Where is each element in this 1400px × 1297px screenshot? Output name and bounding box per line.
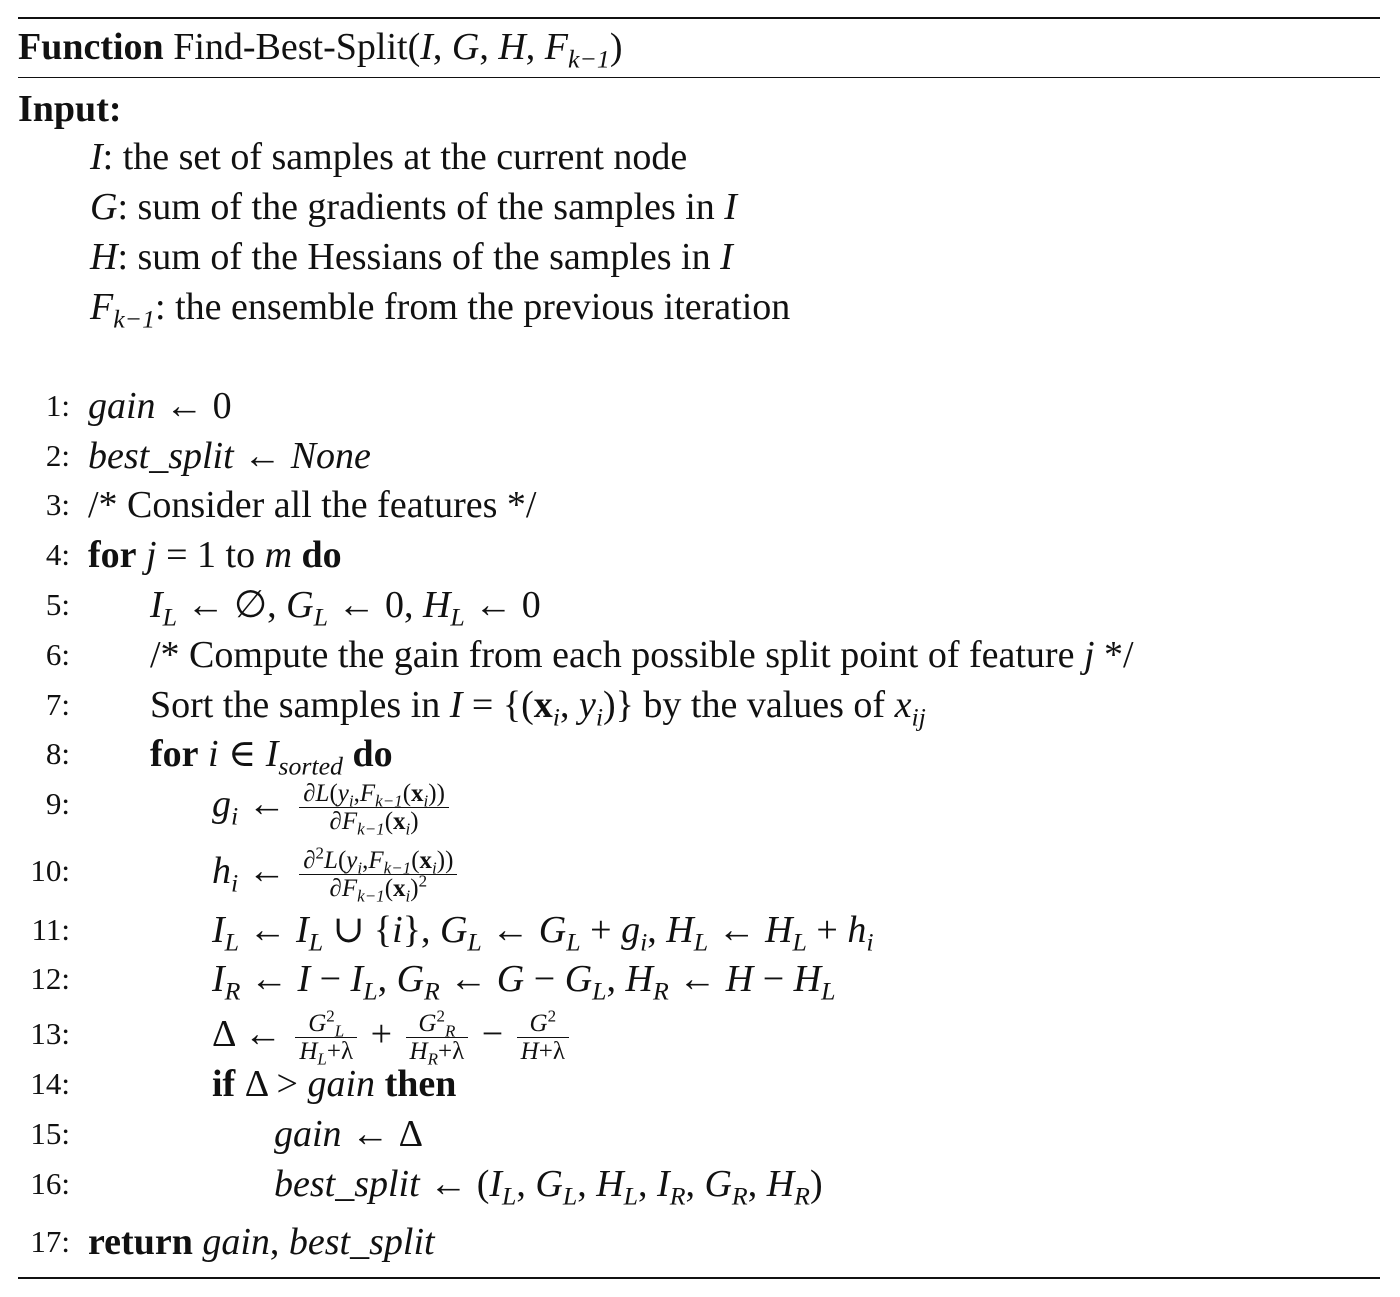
algorithm-line [0, 1006, 1400, 1069]
line-number: 14: [30, 1066, 70, 1101]
line-number: 12: [30, 961, 70, 996]
line-body: /* Compute the gain from each possible split point of feature j */ [150, 634, 1134, 676]
bottom-rule [18, 1277, 1380, 1279]
algorithm-line [0, 1109, 1400, 1159]
input-symbol: G [90, 186, 118, 228]
input-symbol: H [90, 236, 118, 278]
line-number: 15: [30, 1116, 70, 1151]
line-body: gain ← Δ [274, 1113, 423, 1155]
line-body: /* Consider all the features */ [88, 484, 537, 526]
line-number: 11: [31, 912, 70, 947]
line-number: 10: [30, 853, 70, 888]
function-name: Find-Best-Split [173, 26, 408, 68]
input-description: : sum of the Hessians of the samples in I [117, 236, 733, 278]
line-number: 2: [45, 438, 70, 473]
function-keyword: Function [18, 26, 164, 68]
line-number: 6: [45, 637, 70, 672]
line-number: 5: [45, 587, 70, 622]
input-description: : the ensemble from the previous iteration [155, 286, 791, 328]
line-body: $I_L$ ← ∅, $G_L$ ← 0, $H_L$ ← 0 [150, 584, 541, 632]
line-body: $g_i$ ← $\frac{\partial L(y_i,F_{k-1}(x_i))}{\partial F_{k-1}(x_i)}$ [212, 779, 453, 835]
line-body: for j = 1 to m do [88, 534, 342, 576]
input-item [90, 234, 733, 280]
function-signature: (I, G, H, $F_{k-1}$) [407, 26, 623, 74]
line-body: Δ ← $\frac{G^2_L}{H_L+\lambda}$ + $\frac{G^2_R}{H_R+\lambda}$ − $\frac{G^2}{H+\lambda}$ [212, 1009, 573, 1065]
line-number: 8: [45, 736, 70, 771]
algorithm-line [0, 779, 1400, 839]
line-body: for i ∈ $I_{sorted}$ do [150, 733, 393, 781]
line-number: 4: [45, 537, 70, 572]
algorithm-line [0, 843, 1400, 906]
line-number: 16: [30, 1166, 70, 1201]
top-rule [18, 17, 1380, 19]
algorithm-line [0, 580, 1400, 630]
line-body: $I_L$ ← $I_L$ ∪ {i}, $G_L$ ← $G_L + g_i$, $H_L$ ← $H_L + h_i$ [212, 909, 874, 957]
line-body: Sort the samples in $I = \{(x_i$, $y_i$)} by the values of $x_{ij}$ [150, 684, 926, 732]
fraction: $\frac{G^2}{H+\lambda}$ [517, 1010, 569, 1065]
input-symbol: $F_{k-1}$ [90, 286, 156, 334]
line-body: $I_R$ ← $I - I_L$, $G_R$ ← $G - G_L$, $H_R$ ← $H - H_L$ [212, 958, 836, 1006]
algorithm-line [0, 954, 1400, 1004]
algorithm-line [0, 431, 1400, 481]
function-header [18, 24, 623, 74]
fraction: $\frac{\partial^2L(y_i,F_{k-1}(x_i))}{\partial F_{k-1}(x_i)^2}$ [299, 847, 457, 902]
fraction: $\frac{\partial L(y_i,F_{k-1}(x_i))}{\partial F_{k-1}(x_i)}$ [299, 780, 449, 835]
line-number: 13: [30, 1016, 70, 1051]
input-description: : the set of samples at the current node [102, 136, 688, 178]
line-number: 17: [30, 1224, 70, 1259]
line-number: 7: [45, 687, 70, 722]
header-rule [18, 77, 1380, 78]
algorithm-line [0, 381, 1400, 431]
line-number: 1: [45, 388, 70, 423]
fraction: $\frac{G^2_L}{H_L+\lambda}$ [295, 1010, 357, 1065]
input-item [90, 184, 737, 230]
line-body: best_split ← None [88, 435, 371, 477]
line-number: 3: [45, 487, 70, 522]
algorithm-line [0, 1217, 1400, 1267]
algorithm-line [0, 1159, 1400, 1209]
algorithm-line [0, 480, 1400, 530]
input-symbol: I [90, 136, 103, 178]
line-body: gain ← 0 [88, 385, 232, 427]
input-description: : sum of the gradients of the samples in I [117, 186, 737, 228]
algorithm-line [0, 905, 1400, 955]
line-body: if Δ > gain then [212, 1063, 457, 1105]
line-body: return gain, best_split [88, 1221, 435, 1263]
algorithm-line [0, 680, 1400, 730]
line-body: best_split ← ($I_L$, $G_L$, $H_L$, $I_R$, $G_R$, $H_R$) [274, 1163, 823, 1211]
line-body: $h_i$ ← $\frac{\partial^2L(y_i,F_{k-1}(x_i))}{\partial F_{k-1}(x_i)^2}$ [212, 846, 461, 902]
line-number: 9: [45, 786, 70, 821]
algorithm-line [0, 630, 1400, 680]
algorithm-line [0, 530, 1400, 580]
input-item [90, 134, 687, 180]
fraction: $\frac{G^2_R}{H_R+\lambda}$ [406, 1010, 469, 1065]
input-heading: Input: [18, 88, 122, 130]
input-item [90, 284, 791, 334]
algorithm-line [0, 1059, 1400, 1109]
algorithm-line [0, 729, 1400, 779]
